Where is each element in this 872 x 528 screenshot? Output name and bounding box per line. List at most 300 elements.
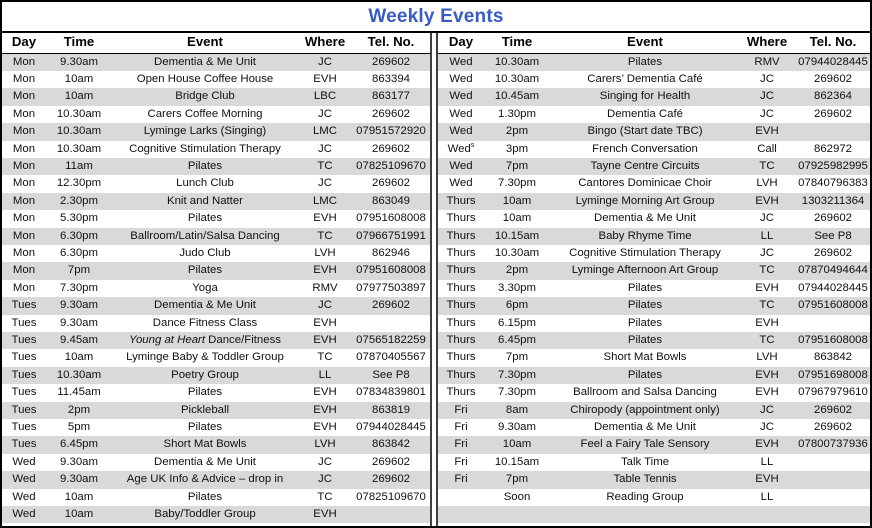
cell-day: Mon	[2, 210, 46, 227]
cell-telephone	[794, 489, 870, 506]
table-row	[2, 123, 430, 140]
table-row	[438, 280, 870, 297]
cell-where: EVH	[740, 315, 794, 332]
cell-time: 9.30am	[46, 315, 112, 332]
table-row	[438, 141, 870, 158]
table-row	[2, 106, 430, 123]
cell-telephone: 269602	[352, 106, 430, 123]
cell-time: 11am	[46, 158, 112, 175]
table-row	[2, 280, 430, 297]
cell-telephone: 269602	[352, 471, 430, 488]
cell-where: EVH	[298, 402, 352, 419]
table-row	[2, 141, 430, 158]
column-header-tel: Tel. No.	[352, 33, 430, 53]
left-schedule-table	[2, 33, 430, 523]
cell-event: Short Mat Bowls	[550, 349, 740, 366]
table-row	[438, 471, 870, 488]
cell-day: Thurs	[438, 367, 484, 384]
cell-telephone: 862946	[352, 245, 430, 262]
cell-day: Tues	[2, 315, 46, 332]
cell-day: Tues	[2, 349, 46, 366]
cell-where: EVH	[298, 419, 352, 436]
table-row	[438, 489, 870, 506]
cell-telephone: 269602	[352, 454, 430, 471]
table-row	[2, 53, 430, 71]
cell-day: Fri	[438, 454, 484, 471]
cell-event: Short Mat Bowls	[112, 436, 298, 453]
table-row	[438, 106, 870, 123]
table-row	[438, 53, 870, 71]
cell-where: JC	[740, 71, 794, 88]
table-row	[438, 228, 870, 245]
cell-telephone: 07951572920	[352, 123, 430, 140]
cell-time: 10am	[46, 71, 112, 88]
cell-time	[484, 506, 550, 523]
cell-time: 10am	[484, 193, 550, 210]
cell-where: TC	[740, 297, 794, 314]
cell-time: 10.30am	[46, 141, 112, 158]
cell-where: JC	[740, 419, 794, 436]
cell-day: Mon	[2, 88, 46, 105]
cell-where: EVH	[740, 193, 794, 210]
table-row	[438, 384, 870, 401]
table-row	[438, 297, 870, 314]
cell-telephone	[352, 506, 430, 523]
cell-event: Pickleball	[112, 402, 298, 419]
cell-day: Tues	[2, 332, 46, 349]
table-row	[438, 436, 870, 453]
cell-telephone: 07951608008	[794, 332, 870, 349]
cell-day: Thurs	[438, 384, 484, 401]
cell-time: 5.30pm	[46, 210, 112, 227]
cell-day: Wed	[438, 88, 484, 105]
cell-day	[438, 489, 484, 506]
right-table-body	[438, 53, 870, 523]
table-row	[438, 88, 870, 105]
table-row	[2, 193, 430, 210]
table-row	[438, 262, 870, 279]
cell-where: LL	[298, 367, 352, 384]
cell-telephone: 863049	[352, 193, 430, 210]
cell-telephone: 269602	[794, 106, 870, 123]
cell-time: 10.30am	[484, 71, 550, 88]
cell-event: Dementia & Me Unit	[550, 419, 740, 436]
cell-time: 11.45am	[46, 384, 112, 401]
cell-where: JC	[298, 297, 352, 314]
cell-telephone	[794, 123, 870, 140]
cell-day: Thurs	[438, 245, 484, 262]
cell-time: 10.45am	[484, 88, 550, 105]
cell-telephone: 07834839801	[352, 384, 430, 401]
cell-time: 10.30am	[46, 106, 112, 123]
cell-event: Feel a Fairy Tale Sensory	[550, 436, 740, 453]
cell-where: LL	[740, 454, 794, 471]
cell-event: Bridge Club	[112, 88, 298, 105]
cell-day: Fri	[438, 436, 484, 453]
cell-telephone: 269602	[352, 53, 430, 71]
cell-day: Mon	[2, 158, 46, 175]
day-footnote-marker: s	[470, 140, 475, 149]
cell-where: LVH	[298, 245, 352, 262]
cell-time: 7pm	[484, 471, 550, 488]
cell-day: Mon	[2, 193, 46, 210]
cell-telephone: 07951608008	[352, 262, 430, 279]
cell-time: 10am	[46, 489, 112, 506]
cell-where: LL	[740, 489, 794, 506]
cell-day: Mon	[2, 123, 46, 140]
left-table-header	[2, 33, 430, 53]
cell-telephone: 269602	[794, 245, 870, 262]
cell-time: 10.30am	[484, 53, 550, 71]
cell-event: Carers Coffee Morning	[112, 106, 298, 123]
cell-event: Pilates	[112, 384, 298, 401]
table-row	[438, 158, 870, 175]
cell-time: 3pm	[484, 141, 550, 158]
cell-where: LVH	[740, 175, 794, 192]
cell-time: 9.30am	[484, 419, 550, 436]
table-row	[2, 158, 430, 175]
column-header-where: Where	[298, 33, 352, 53]
cell-day: Thurs	[438, 228, 484, 245]
cell-time: 10am	[46, 349, 112, 366]
table-row	[438, 506, 870, 523]
cell-telephone: 07977503897	[352, 280, 430, 297]
cell-where: RMV	[298, 280, 352, 297]
cell-day: Thurs	[438, 262, 484, 279]
cell-event: Dance Fitness Class	[112, 315, 298, 332]
cell-telephone: 862364	[794, 88, 870, 105]
cell-day: Mon	[2, 71, 46, 88]
table-row	[438, 175, 870, 192]
cell-time: Soon	[484, 489, 550, 506]
cell-where: JC	[740, 402, 794, 419]
table-row	[2, 297, 430, 314]
cell-day: Wed$^s$	[438, 141, 484, 158]
cell-day: Tues	[2, 297, 46, 314]
cell-event: Lyminge Morning Art Group	[550, 193, 740, 210]
cell-time: 10.30am	[46, 123, 112, 140]
cell-day: Mon	[2, 106, 46, 123]
cell-where: LVH	[740, 349, 794, 366]
cell-event: Dementia & Me Unit	[112, 53, 298, 71]
cell-day: Tues	[2, 402, 46, 419]
cell-where: EVH	[298, 71, 352, 88]
column-header-day: Day	[438, 33, 484, 53]
cell-where: RMV	[740, 53, 794, 71]
column-header-time: Time	[46, 33, 112, 53]
cell-telephone: 863177	[352, 88, 430, 105]
cell-event: Reading Group	[550, 489, 740, 506]
cell-event: Pilates	[550, 315, 740, 332]
cell-where: JC	[298, 106, 352, 123]
cell-event: Table Tennis	[550, 471, 740, 488]
cell-event: Lyminge Afternoon Art Group	[550, 262, 740, 279]
cell-telephone: 863842	[794, 349, 870, 366]
cell-telephone: 07951608008	[794, 297, 870, 314]
cell-time: 6.30pm	[46, 245, 112, 262]
cell-time: 7.30pm	[484, 367, 550, 384]
cell-event: Pilates	[550, 332, 740, 349]
table-row	[438, 332, 870, 349]
table-row	[438, 367, 870, 384]
cell-telephone: 07870494644	[794, 262, 870, 279]
cell-day: Thurs	[438, 210, 484, 227]
cell-event: Pilates	[112, 419, 298, 436]
cell-where: TC	[298, 228, 352, 245]
table-row	[438, 315, 870, 332]
table-row	[438, 123, 870, 140]
cell-day: Wed	[438, 158, 484, 175]
table-row	[438, 193, 870, 210]
cell-where	[740, 506, 794, 523]
cell-event: Poetry Group	[112, 367, 298, 384]
table-row	[2, 367, 430, 384]
table-row	[2, 471, 430, 488]
cell-where: JC	[298, 471, 352, 488]
cell-day: Fri	[438, 419, 484, 436]
table-header-row	[438, 33, 870, 53]
tables-row	[2, 33, 870, 526]
title-band	[2, 2, 870, 33]
table-row	[2, 332, 430, 349]
cell-day: Tues	[2, 367, 46, 384]
cell-where: TC	[298, 349, 352, 366]
cell-time: 5pm	[46, 419, 112, 436]
cell-event: Yoga	[112, 280, 298, 297]
table-row	[2, 245, 430, 262]
cell-day: Mon	[2, 228, 46, 245]
cell-where: LL	[740, 228, 794, 245]
table-row	[2, 349, 430, 366]
cell-time: 2.30pm	[46, 193, 112, 210]
cell-day: Fri	[438, 471, 484, 488]
cell-event: Pilates	[112, 262, 298, 279]
left-schedule-table-wrapper	[2, 33, 430, 526]
cell-event	[112, 332, 298, 349]
table-row	[2, 210, 430, 227]
cell-time: 10am	[484, 210, 550, 227]
cell-telephone: 269602	[794, 71, 870, 88]
cell-telephone: 07840796383	[794, 175, 870, 192]
cell-telephone: 07967979610	[794, 384, 870, 401]
cell-telephone: 07825109670	[352, 158, 430, 175]
cell-time: 10.30am	[46, 367, 112, 384]
cell-where: LMC	[298, 123, 352, 140]
table-row	[2, 402, 430, 419]
column-header-event: Event	[112, 33, 298, 53]
cell-time: 2pm	[484, 262, 550, 279]
cell-where: EVH	[298, 315, 352, 332]
cell-where: EVH	[298, 506, 352, 523]
cell-telephone: 863394	[352, 71, 430, 88]
cell-telephone: 269602	[352, 175, 430, 192]
cell-event: Age UK Info & Advice – drop in	[112, 471, 298, 488]
cell-event: Judo Club	[112, 245, 298, 262]
column-header-event: Event	[550, 33, 740, 53]
cell-telephone: 269602	[352, 141, 430, 158]
table-row	[2, 454, 430, 471]
cell-event: Baby/Toddler Group	[112, 506, 298, 523]
cell-telephone: 863819	[352, 402, 430, 419]
cell-time: 7pm	[46, 262, 112, 279]
cell-event: Lyminge Larks (Singing)	[112, 123, 298, 140]
cell-where: TC	[740, 332, 794, 349]
cell-telephone: 07951698008	[794, 367, 870, 384]
cell-day: Wed	[2, 471, 46, 488]
cell-day: Mon	[2, 53, 46, 71]
cell-event: Pilates	[550, 297, 740, 314]
cell-where: TC	[298, 489, 352, 506]
event-title-emphasis: Young at Heart	[129, 334, 205, 346]
cell-event: Ballroom and Salsa Dancing	[550, 384, 740, 401]
cell-time: 9.30am	[46, 297, 112, 314]
cell-day: Thurs	[438, 193, 484, 210]
cell-telephone: See P8	[794, 228, 870, 245]
table-row	[2, 88, 430, 105]
cell-telephone: 07565182259	[352, 332, 430, 349]
cell-day: Tues	[2, 436, 46, 453]
cell-day: Mon	[2, 245, 46, 262]
table-row	[2, 506, 430, 523]
cell-day: Mon	[2, 262, 46, 279]
cell-event: Baby Rhyme Time	[550, 228, 740, 245]
cell-where: EVH	[740, 367, 794, 384]
cell-telephone: 07966751991	[352, 228, 430, 245]
table-row	[438, 210, 870, 227]
cell-event: Pilates	[550, 53, 740, 71]
cell-event: Lyminge Baby & Toddler Group	[112, 349, 298, 366]
table-row	[438, 245, 870, 262]
cell-time: 10am	[46, 88, 112, 105]
cell-where: EVH	[298, 332, 352, 349]
cell-time: 6pm	[484, 297, 550, 314]
table-row	[438, 71, 870, 88]
table-row	[2, 315, 430, 332]
table-row	[2, 489, 430, 506]
cell-telephone: 07944028445	[794, 280, 870, 297]
cell-telephone	[352, 315, 430, 332]
cell-day: Wed	[438, 106, 484, 123]
cell-where: JC	[298, 454, 352, 471]
cell-event: Carers’ Dementia Café	[550, 71, 740, 88]
table-row	[2, 71, 430, 88]
cell-time: 9.30am	[46, 471, 112, 488]
cell-where: TC	[298, 158, 352, 175]
cell-day: Tues	[2, 384, 46, 401]
cell-event: Talk Time	[550, 454, 740, 471]
page-title: Weekly Events	[368, 6, 504, 27]
cell-time: 3.30pm	[484, 280, 550, 297]
cell-day: Wed	[2, 454, 46, 471]
cell-event: Cognitive Stimulation Therapy	[112, 141, 298, 158]
cell-time: 10.15am	[484, 228, 550, 245]
cell-event: Pilates	[112, 158, 298, 175]
cell-event: French Conversation	[550, 141, 740, 158]
cell-event: Pilates	[550, 280, 740, 297]
column-header-day: Day	[2, 33, 46, 53]
cell-time: 6.30pm	[46, 228, 112, 245]
cell-event: Dementia & Me Unit	[550, 210, 740, 227]
cell-where: EVH	[298, 384, 352, 401]
cell-event: Cognitive Stimulation Therapy	[550, 245, 740, 262]
cell-telephone: 07800737936	[794, 436, 870, 453]
cell-time: 7.30pm	[484, 175, 550, 192]
column-header-where: Where	[740, 33, 794, 53]
cell-where: JC	[740, 106, 794, 123]
cell-telephone: 269602	[352, 297, 430, 314]
cell-day: Thurs	[438, 315, 484, 332]
cell-time: 9.45am	[46, 332, 112, 349]
cell-where: JC	[298, 53, 352, 71]
cell-telephone: 1303211364	[794, 193, 870, 210]
cell-event: Pilates	[550, 367, 740, 384]
cell-telephone: 863842	[352, 436, 430, 453]
cell-time: 6.45pm	[46, 436, 112, 453]
cell-time: 6.45pm	[484, 332, 550, 349]
cell-telephone: See P8	[352, 367, 430, 384]
cell-telephone	[794, 471, 870, 488]
cell-telephone: 269602	[794, 419, 870, 436]
cell-where: JC	[740, 245, 794, 262]
cell-time: 7pm	[484, 158, 550, 175]
column-header-tel: Tel. No.	[794, 33, 870, 53]
cell-day: Mon	[2, 175, 46, 192]
cell-time: 10.15am	[484, 454, 550, 471]
cell-day: Thurs	[438, 349, 484, 366]
cell-day: Wed	[438, 123, 484, 140]
cell-telephone: 07925982995	[794, 158, 870, 175]
cell-time: 10am	[46, 506, 112, 523]
cell-event: Cantores Dominicae Choir	[550, 175, 740, 192]
cell-where: EVH	[298, 210, 352, 227]
cell-event: Dementia Café	[550, 106, 740, 123]
cell-telephone	[794, 315, 870, 332]
cell-day: Wed	[438, 175, 484, 192]
cell-day	[438, 506, 484, 523]
cell-where: JC	[740, 88, 794, 105]
cell-where: JC	[298, 175, 352, 192]
cell-event: Dementia & Me Unit	[112, 297, 298, 314]
table-row	[2, 384, 430, 401]
cell-event: Tayne Centre Circuits	[550, 158, 740, 175]
cell-time: 10.30am	[484, 245, 550, 262]
cell-event: Ballroom/Latin/Salsa Dancing	[112, 228, 298, 245]
cell-day: Wed	[438, 53, 484, 71]
cell-time: 6.15pm	[484, 315, 550, 332]
cell-event: Knit and Natter	[112, 193, 298, 210]
cell-day: Fri	[438, 402, 484, 419]
cell-where: EVH	[740, 280, 794, 297]
table-row	[2, 228, 430, 245]
table-header-row	[2, 33, 430, 53]
cell-time: 10am	[484, 436, 550, 453]
table-row	[2, 419, 430, 436]
cell-where: TC	[740, 262, 794, 279]
cell-where: EVH	[740, 123, 794, 140]
cell-time: 7.30pm	[484, 384, 550, 401]
cell-event: Dementia & Me Unit	[112, 454, 298, 471]
right-table-header	[438, 33, 870, 53]
cell-telephone: 269602	[794, 402, 870, 419]
event-title-rest: Dance/Fitness	[205, 334, 281, 346]
cell-where: EVH	[298, 262, 352, 279]
cell-telephone: 07951608008	[352, 210, 430, 227]
cell-telephone: 07825109670	[352, 489, 430, 506]
cell-event: Chiropody (appointment only)	[550, 402, 740, 419]
cell-day: Wed	[438, 71, 484, 88]
cell-telephone: 269602	[794, 210, 870, 227]
cell-telephone	[794, 454, 870, 471]
